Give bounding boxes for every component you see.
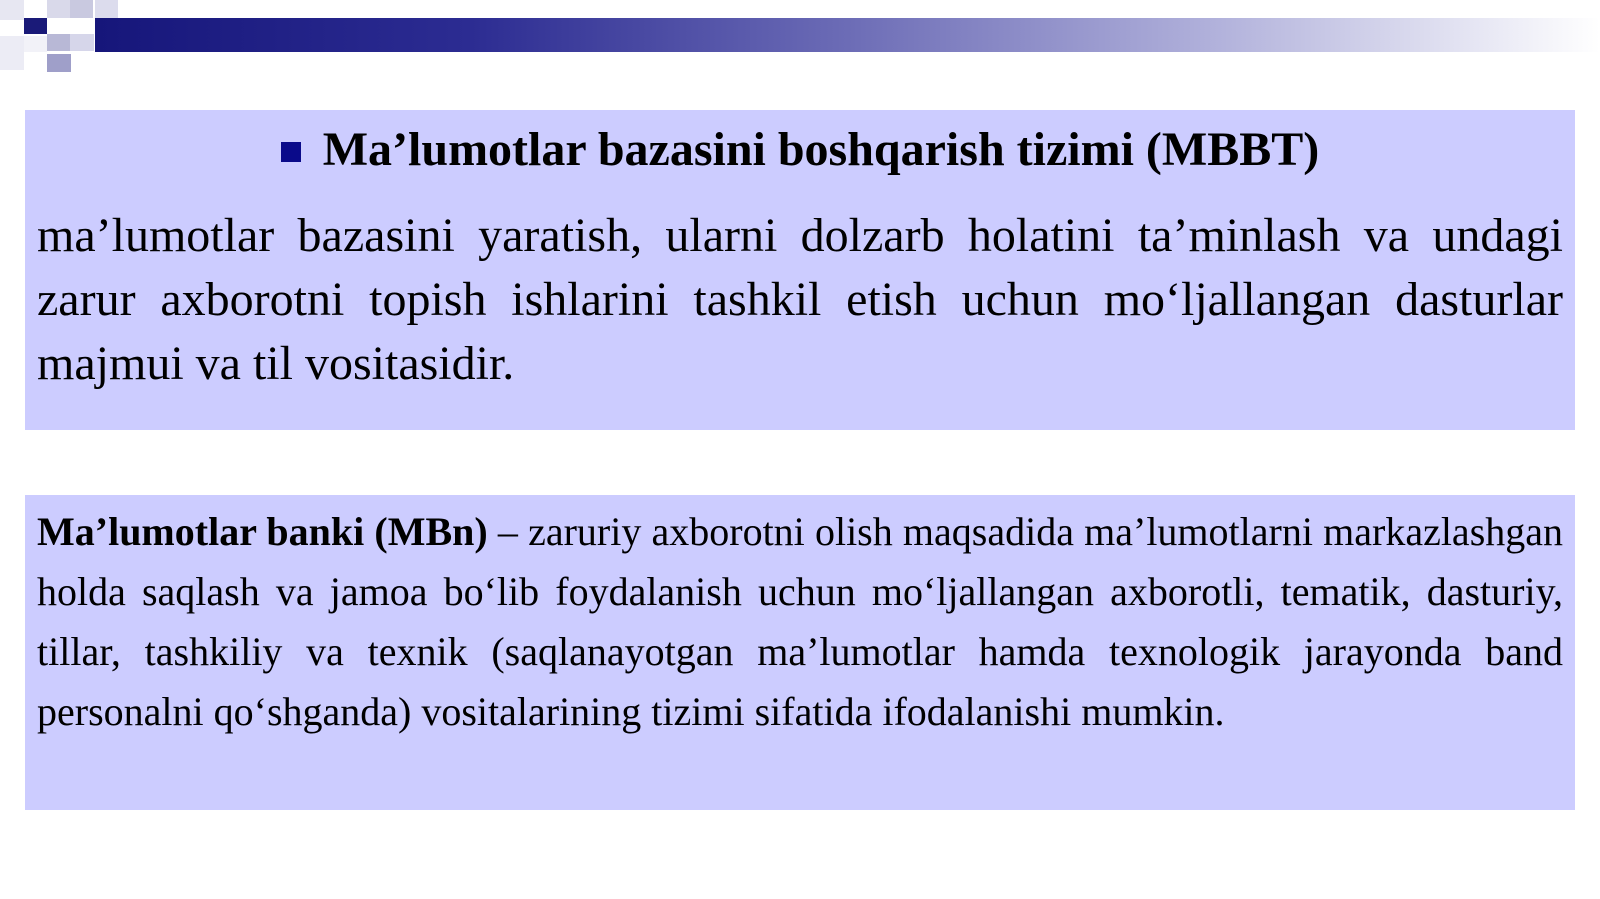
mbn-definition-paragraph	[37, 502, 1563, 742]
header-square	[24, 18, 47, 34]
header-square	[47, 54, 71, 72]
mbn-term: Ma’lumotlar banki (MBn)	[37, 509, 488, 554]
header-square	[47, 34, 70, 51]
header-square	[95, 0, 118, 18]
header-square	[0, 36, 24, 70]
slide-header-decoration	[0, 0, 1600, 75]
header-square	[0, 0, 24, 20]
header-square	[70, 0, 93, 18]
header-square	[47, 0, 70, 18]
mbbt-definition-panel	[25, 110, 1575, 430]
mbbt-title: Ma’lumotlar bazasini boshqarish tizimi (MBBT)	[322, 123, 1320, 176]
header-gradient-bar	[95, 18, 1600, 52]
square-bullet-icon	[281, 142, 301, 162]
header-square	[70, 34, 94, 51]
header-square	[24, 36, 47, 52]
mbbt-definition-text: ma’lumotlar bazasini yaratish, ularni dolzarb holatini ta’minlash va undagi zarur axborotni topish ishlarini tashkil etish uchun mo‘ljallangan dasturlar majmui va til vositasidir.	[37, 209, 1563, 390]
mbbt-title-row	[25, 120, 1575, 180]
mbn-definition-text: – zaruriy axborotni olish maqsadida ma’lumotlarni markazlashgan holda saqlash va jamoa bo‘lib foydalanish uchun mo‘ljallangan axborotli, tematik, dasturiy, tillar, tashkiliy va texnik (saqlanayotgan ma’lumotlar hamda texnologik jarayonda band personalni qo‘shganda) vositalarining tizimi sifatida ifodalanishi mumkin.	[37, 509, 1564, 734]
mbn-definition-panel	[25, 495, 1575, 810]
